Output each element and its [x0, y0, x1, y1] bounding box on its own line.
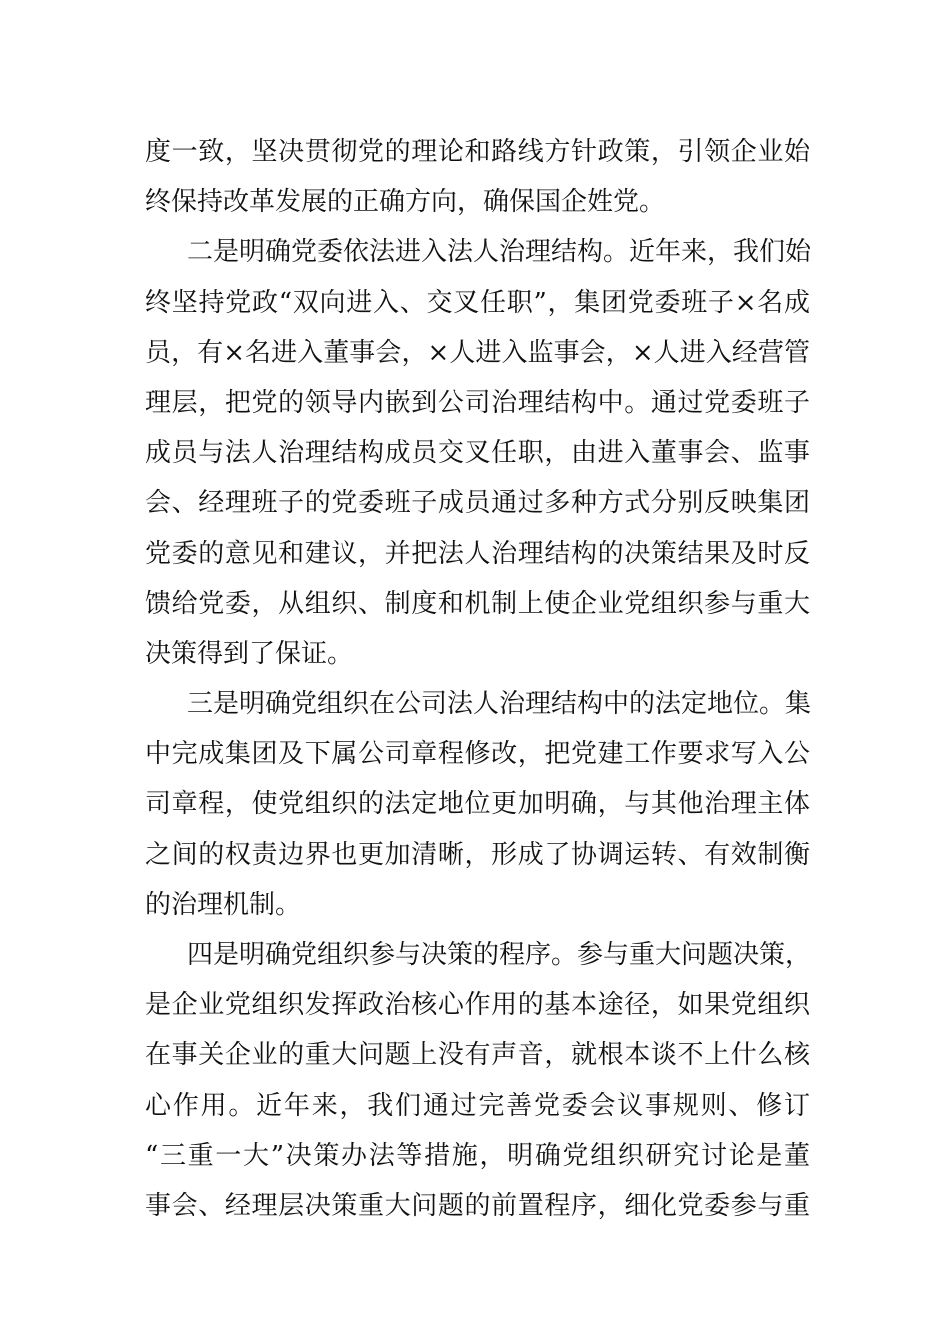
text-line: 度一致，坚决贯彻党的理论和路线方针政策，引领企业始: [145, 137, 810, 167]
text-line: 成员与法人治理结构成员交叉任职，由进入董事会、监事: [145, 438, 810, 469]
text-line: 员，有×名进入董事会，×人进入监事会，×人进入经营管: [145, 337, 810, 368]
paragraph-first-line: 二是明确党委依法进入法人治理结构。近年来，我们始: [187, 237, 812, 268]
text-line: 决策得到了保证。: [145, 638, 354, 669]
text-line: 在事关企业的重大问题上没有声音，就根本谈不上什么核: [145, 1040, 810, 1071]
document-body: [145, 127, 810, 1231]
text-line: 司章程，使党组织的法定地位更加明确，与其他治理主体: [145, 789, 810, 820]
text-line: 馈给党委，从组织、制度和机制上使企业党组织参与重大: [145, 588, 810, 619]
text-line: 终保持改革发展的正确方向，确保国企姓党。: [145, 187, 666, 218]
text-line: 终坚持党政“双向进入、交叉任职”，集团党委班子×名成: [145, 287, 810, 318]
text-line: 的治理机制。: [145, 889, 302, 920]
text-line: 理层，把党的领导内嵌到公司治理结构中。通过党委班子: [145, 387, 810, 418]
text-line: 事会、经理层决策重大问题的前置程序，细化党委参与重: [145, 1190, 810, 1221]
text-line: 之间的权责边界也更加清晰，形成了协调运转、有效制衡: [145, 839, 810, 870]
text-line: 是企业党组织发挥政治核心作用的基本途径，如果党组织: [145, 990, 810, 1021]
paragraph-first-line: 三是明确党组织在公司法人治理结构中的法定地位。集: [187, 689, 812, 720]
text-line: 党委的意见和建议，并把法人治理结构的决策结果及时反: [145, 538, 810, 569]
text-line: 中完成集团及下属公司章程修改，把党建工作要求写入公: [145, 739, 810, 770]
text-line: “三重一大”决策办法等措施，明确党组织研究讨论是董: [145, 1140, 810, 1171]
text-line: 会、经理班子的党委班子成员通过多种方式分别反映集团: [145, 488, 810, 519]
paragraph-first-line: 四是明确党组织参与决策的程序。参与重大问题决策，: [187, 940, 812, 970]
text-line: 心作用。近年来，我们通过完善党委会议事规则、修订: [145, 1090, 810, 1121]
